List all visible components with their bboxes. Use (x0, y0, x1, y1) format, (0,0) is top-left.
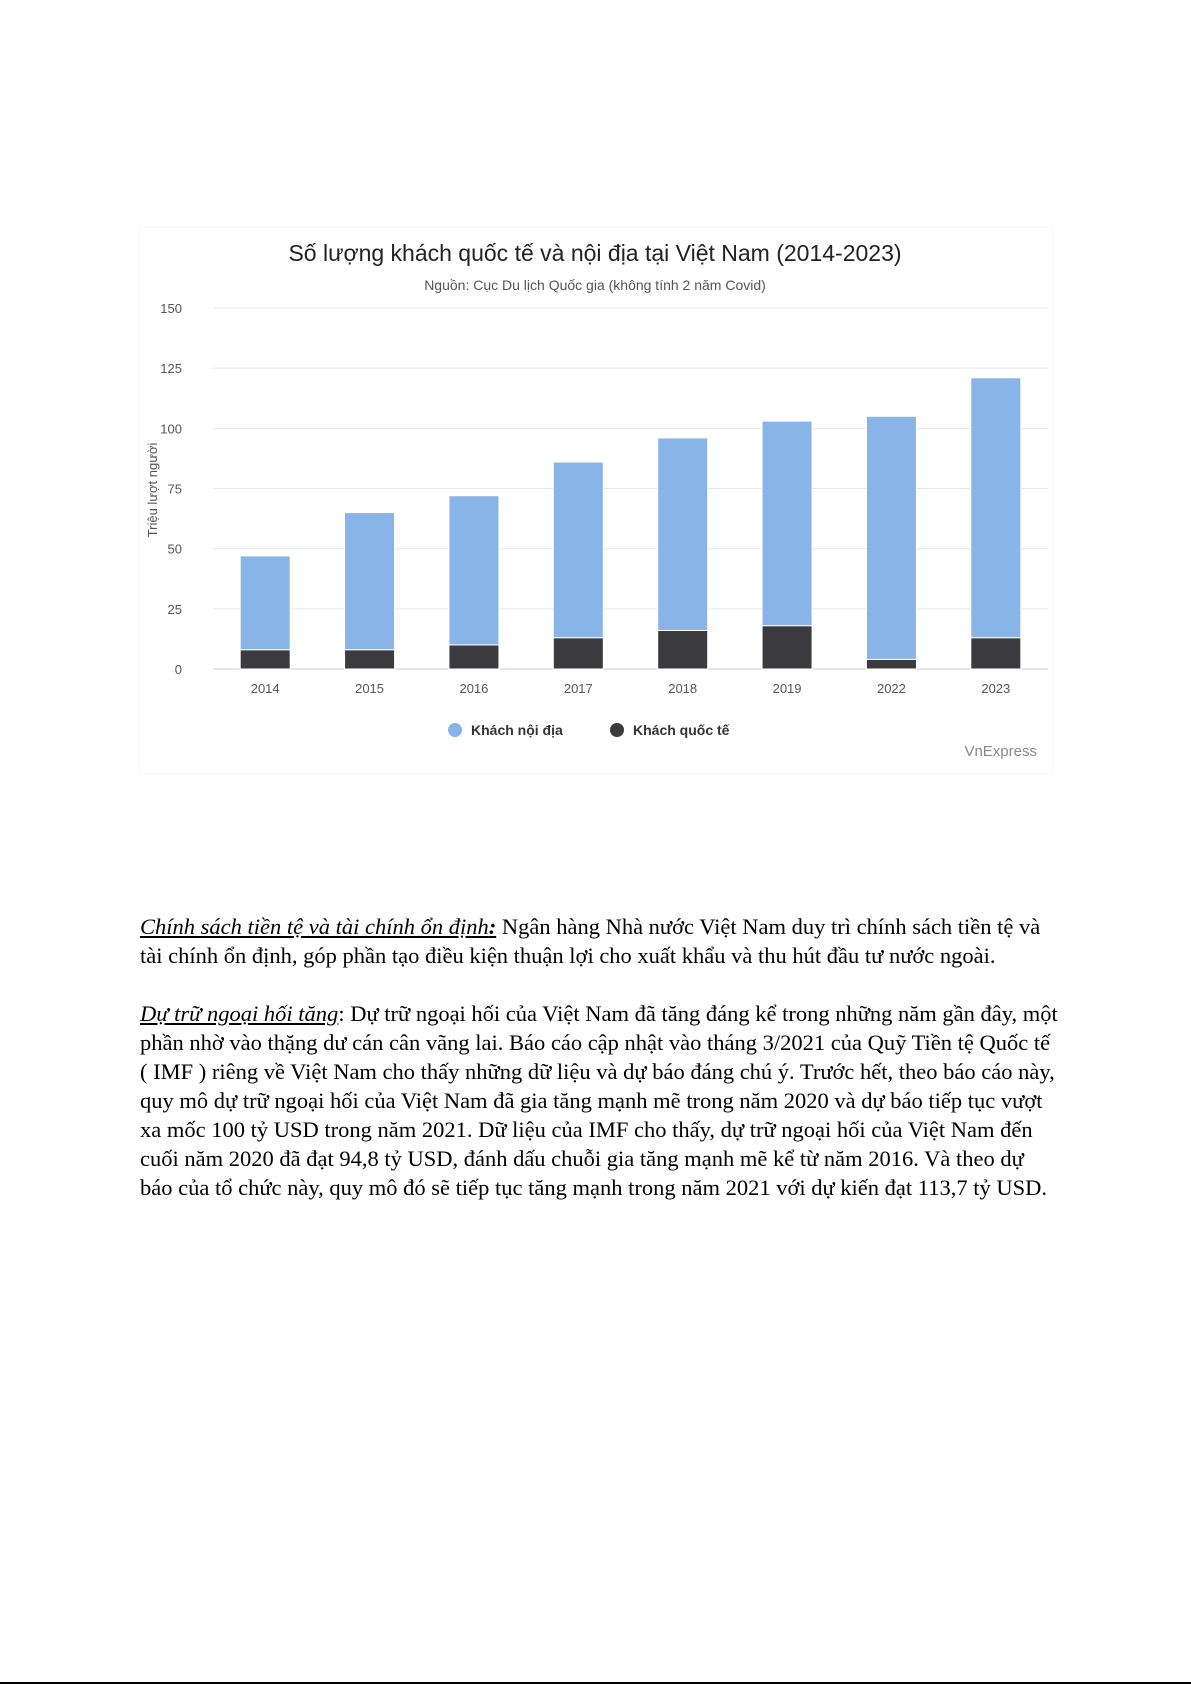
bar-segment[interactable] (762, 421, 812, 626)
legend-label[interactable]: Khách quốc tế (633, 722, 730, 738)
paragraph-lead-colon: : (488, 914, 497, 939)
legend-label[interactable]: Khách nội địa (471, 722, 563, 738)
legend[interactable] (448, 722, 730, 738)
y-tick-label: 50 (167, 541, 182, 557)
bar-segment[interactable] (553, 462, 603, 638)
chart-title: Số lượng khách quốc tế và nội địa tại Việt Nam (2014-2023) (288, 240, 902, 266)
x-tick-label: 2018 (668, 681, 698, 696)
x-tick-label: 2022 (876, 681, 906, 696)
paragraph-lead: Chính sách tiền tệ và tài chính ổn định (140, 914, 489, 939)
chart-subtitle: Nguồn: Cục Du lịch Quốc gia (không tính 2 năm Covid) (424, 277, 766, 293)
x-tick-label: 2019 (772, 681, 802, 696)
legend-marker[interactable] (610, 723, 624, 737)
bar-segment[interactable] (658, 630, 708, 669)
bar-segment[interactable] (658, 438, 708, 631)
bar-segment[interactable] (345, 650, 395, 669)
y-axis-ticks (160, 301, 182, 677)
bar-segment[interactable] (866, 416, 916, 659)
y-tick-label: 0 (174, 662, 182, 677)
x-tick-label: 2015 (355, 681, 385, 696)
bar-segment[interactable] (762, 626, 812, 669)
bar-segment[interactable] (345, 513, 395, 650)
paragraph-monetary-policy (140, 912, 1060, 970)
x-tick-label: 2017 (563, 681, 593, 696)
paragraph-body: Ngân hàng Nhà nước Việt Nam duy trì chính sách tiền tệ và tài chính ổn định, góp phần tạo điều kiện thuận lợi cho xuất khẩu và thu hút đầu tư nước ngoài. (140, 914, 1041, 968)
x-tick-label: 2014 (250, 681, 280, 696)
x-tick-label: 2023 (981, 681, 1011, 696)
y-tick-label: 125 (160, 361, 182, 377)
chart-credit[interactable]: VnExpress (964, 743, 1037, 760)
paragraph-forex-reserves (140, 999, 1060, 1202)
bar-segment[interactable] (971, 638, 1021, 669)
bar-segment[interactable] (449, 645, 499, 669)
y-tick-label: 100 (160, 421, 182, 437)
bar-segment[interactable] (240, 556, 290, 650)
y-tick-label: 150 (160, 301, 182, 316)
y-axis-title: Triệu lượt người (145, 442, 160, 538)
x-axis-ticks (251, 681, 1011, 696)
x-tick-label: 2016 (459, 681, 489, 696)
y-tick-label: 75 (167, 481, 182, 497)
body-text (140, 912, 1060, 1231)
paragraph-body: : Dự trữ ngoại hối của Việt Nam đã tăng đáng kể trong những năm gần đây, một phần nhờ vào thặng dư cán cân vãng lai. Báo cáo cập nhật vào tháng 3/2021 của Quỹ Tiền tệ Quốc tế ( IMF ) riêng về Việt Nam cho thấy những dữ liệu và dự báo đáng chú ý. Trước hết, theo báo cáo này, quy mô dự trữ ngoại hối của Việt Nam đã gia tăng mạnh mẽ trong năm 2020 và dự báo tiếp tục vượt xa mốc 100 tỷ USD trong năm 2021. Dữ liệu của IMF cho thấy, dự trữ ngoại hối của Việt Nam đến cuối năm 2020 đã đạt 94,8 tỷ USD, đánh dấu chuỗi gia tăng mạnh mẽ kể từ năm 2016. Và theo dự báo của tổ chức này, quy mô đó sẽ tiếp tục tăng mạnh trong năm 2021 với dự kiến đạt 113,7 tỷ USD. (140, 1001, 1058, 1200)
page-bottom-rule (0, 1682, 1191, 1684)
stacked-bar-chart (140, 228, 1052, 773)
paragraph-lead: Dự trữ ngoại hối tăng (140, 1001, 339, 1026)
bar-segment[interactable] (971, 378, 1021, 638)
bar-segment[interactable] (240, 650, 290, 669)
bar-segment[interactable] (449, 496, 499, 645)
y-tick-label: 25 (167, 601, 182, 617)
bars (240, 378, 1021, 669)
bar-segment[interactable] (866, 659, 916, 669)
legend-marker[interactable] (448, 723, 462, 737)
bar-segment[interactable] (553, 638, 603, 669)
chart-panel (140, 228, 1052, 773)
grid-lines (213, 308, 1048, 669)
